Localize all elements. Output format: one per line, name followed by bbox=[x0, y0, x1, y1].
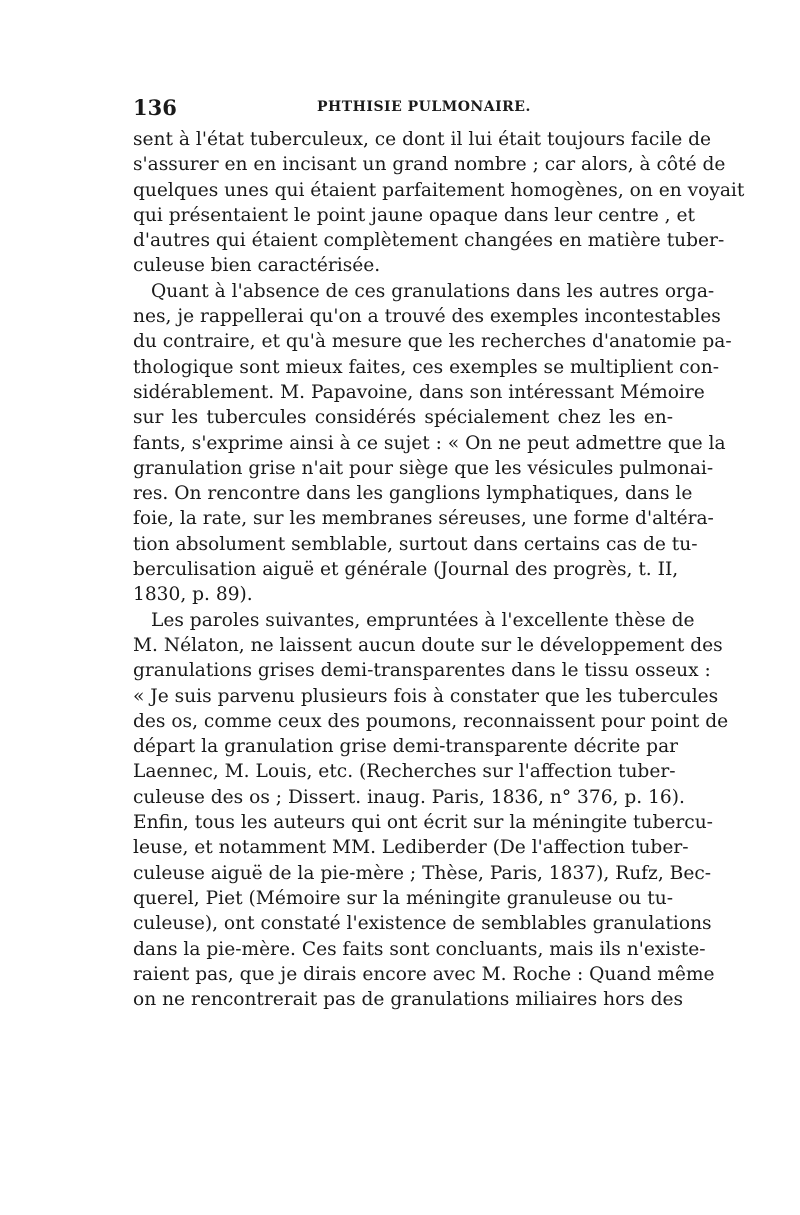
text-line: dans la pie-mère. Ces faits sont concluants, mais ils n'existe- bbox=[133, 938, 706, 960]
text-line: culeuse bien caractérisée. bbox=[133, 255, 381, 277]
text-line: Quant à l'absence de ces granulations dans les autres orga- bbox=[151, 280, 715, 302]
text-line: raient pas, que je dirais encore avec M. Roche : Quand même bbox=[133, 963, 715, 985]
text-line: tion absolument semblable, surtout dans certains cas de tu- bbox=[133, 533, 698, 555]
text-line: thologique sont mieux faites, ces exemples se multiplient con- bbox=[133, 356, 719, 378]
text-line: res. On rencontre dans les ganglions lymphatiques, dans le bbox=[133, 483, 693, 505]
text-line: s'assurer en en incisant un grand nombre ; car alors, à côté de bbox=[133, 154, 726, 176]
text-line: Laennec, M. Louis, etc. (Recherches sur l'affection tuber- bbox=[133, 761, 676, 783]
text-line: M. Nélaton, ne laissent aucun doute sur le développement des bbox=[133, 634, 723, 656]
text-line: foie, la rate, sur les membranes séreuses, une forme d'altéra- bbox=[133, 508, 714, 530]
text-line: culeuse), ont constaté l'existence de semblables granulations bbox=[133, 913, 712, 935]
text-line: sidérablement. M. Papavoine, dans son intéressant Mémoire bbox=[133, 381, 705, 403]
text-line: granulations grises demi-transparentes dans le tissu osseux : bbox=[133, 660, 711, 682]
text-line: qui présentaient le point jaune opaque dans leur centre , et bbox=[133, 204, 695, 226]
text-line: on ne rencontrerait pas de granulations miliaires hors des bbox=[133, 989, 684, 1011]
text-line: d'autres qui étaient complètement changées en matière tuber- bbox=[133, 230, 725, 252]
text-line: querel, Piet (Mémoire sur la méningite granuleuse ou tu- bbox=[133, 887, 673, 909]
text-line: nes, je rappellerai qu'on a trouvé des exemples incontestables bbox=[133, 306, 721, 328]
text-line: berculisation aiguë et générale (Journal des progrès, t. II, bbox=[133, 559, 679, 581]
text-line: fants, s'exprime ainsi à ce sujet : « On ne peut admettre que la bbox=[133, 432, 726, 454]
page-number: 136 bbox=[133, 95, 177, 120]
body-text bbox=[133, 127, 745, 1012]
text-line: quelques unes qui étaient parfaitement homogènes, on en voyait bbox=[133, 179, 745, 201]
text-line: « Je suis parvenu plusieurs fois à constater que les tubercules bbox=[133, 685, 719, 707]
text-line: départ la granulation grise demi-transparente décrite par bbox=[133, 736, 679, 758]
text-line: Les paroles suivantes, empruntées à l'excellente thèse de bbox=[151, 609, 695, 631]
text-line: leuse, et notamment MM. Lediberder (De l'affection tuber- bbox=[133, 837, 689, 859]
text-line: culeuse des os ; Dissert. inaug. Paris, 1836, n° 376, p. 16). bbox=[133, 786, 685, 808]
text-line: sur les tubercules considérés spécialement chez les en- bbox=[133, 407, 673, 429]
text-line: culeuse aiguë de la pie-mère ; Thèse, Paris, 1837), Rufz, Bec- bbox=[133, 862, 712, 884]
text-line: sent à l'état tuberculeux, ce dont il lui était toujours facile de bbox=[133, 129, 712, 150]
text-line: du contraire, et qu'à mesure que les recherches d'anatomie pa- bbox=[133, 331, 732, 353]
text-line: des os, comme ceux des poumons, reconnaissent pour point de bbox=[133, 710, 729, 732]
running-title: PHTHISIE PULMONAIRE. bbox=[317, 99, 531, 115]
text-line: 1830, p. 89). bbox=[133, 584, 253, 606]
text-line: granulation grise n'ait pour siège que les vésicules pulmonai- bbox=[133, 457, 714, 479]
page-header bbox=[133, 95, 673, 125]
text-line: Enfin, tous les auteurs qui ont écrit sur la méningite tubercu- bbox=[133, 812, 713, 834]
